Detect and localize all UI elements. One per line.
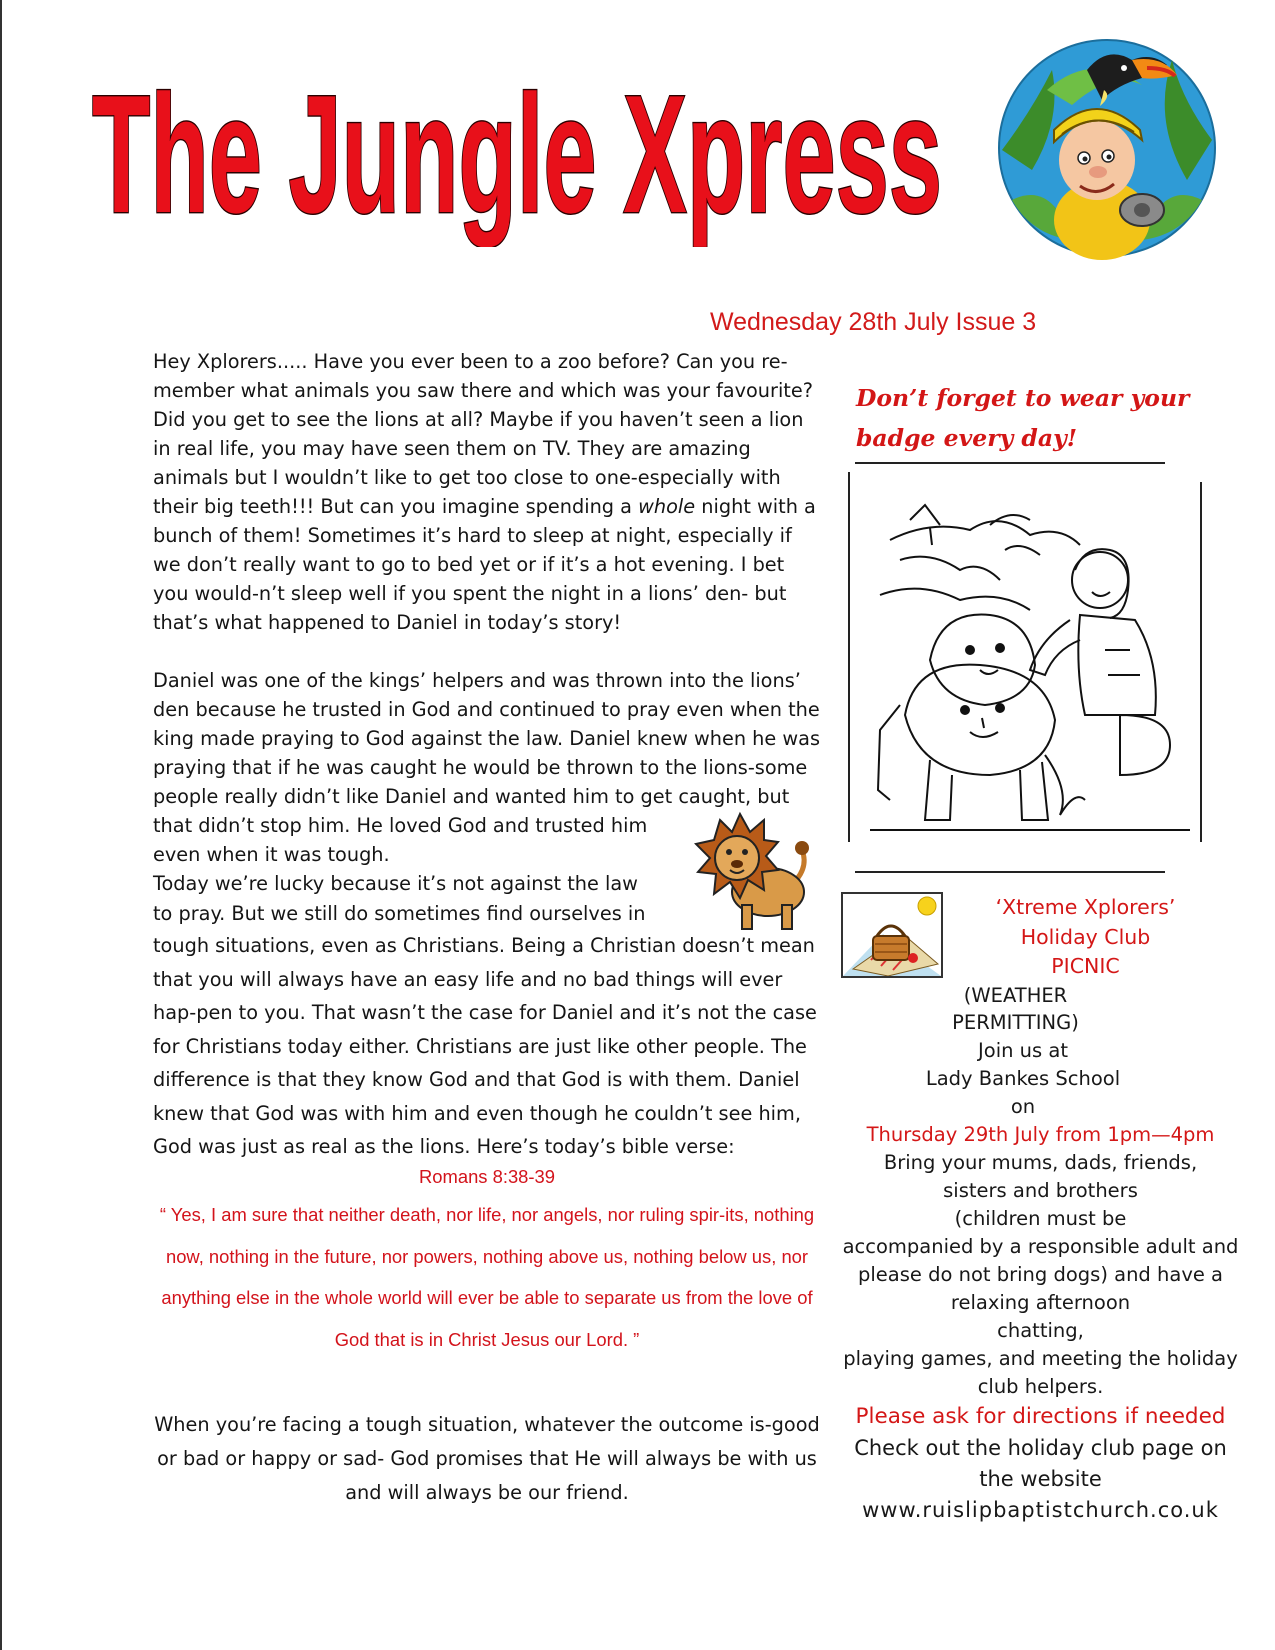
- bring-line-1: Bring your mums, dads, friends,: [883, 1150, 1198, 1174]
- frame-left: [848, 472, 850, 842]
- picnic-heading: PICNIC: [1051, 954, 1120, 978]
- bring-line-3: (children must be: [954, 1206, 1127, 1230]
- badge-reminder: Don’t forget to wear your badge every day!: [856, 384, 1190, 452]
- bring-line-9: club helpers.: [977, 1374, 1104, 1398]
- directions-note: Please ask for directions if needed: [855, 1403, 1226, 1429]
- picnic-date: Thursday 29th July from 1pm—4pm: [866, 1122, 1215, 1146]
- holiday-club-picnic-notice: [838, 893, 1243, 1526]
- club-subtitle: Holiday Club: [1020, 924, 1151, 949]
- issue-date-line: Wednesday 28th July Issue 3: [710, 308, 1037, 336]
- venue-text: Lady Bankes School: [925, 1066, 1121, 1090]
- daniel-lions-coloring-picture: [870, 500, 1190, 840]
- story-p3-start: Today we’re lucky because it’s not against the law to pray. But we still do sometimes find ourselves in: [153, 872, 646, 925]
- masthead-title: The Jungle Xpress: [92, 60, 942, 247]
- bring-line-6: relaxing afternoon: [950, 1290, 1131, 1314]
- explorer-logo: [992, 30, 1222, 260]
- story-p2-text: Daniel was one of the kings’ helpers and was thrown into the lions’ den because he trusted in God and continued to pray even when the king made praying to God against the law. Daniel knew when he was praying that if he was caught he would be thrown to the lions-some people really didn’t like Daniel and wanted him to get caught, but: [153, 669, 821, 808]
- page-left-border: [0, 0, 2, 1650]
- frame-right: [1200, 482, 1202, 842]
- website-link[interactable]: www.ruislipbaptistchurch.co.uk: [862, 1497, 1219, 1522]
- story-paragraph-1: [153, 347, 821, 637]
- verse-reference: Romans 8:38-39: [419, 1166, 555, 1187]
- bring-line-7: chatting,: [997, 1318, 1084, 1342]
- divider-bottom: [855, 871, 1165, 873]
- bible-verse: [153, 1166, 821, 1360]
- verse-text: “ Yes, I am sure that neither death, nor life, nor angels, nor ruling spir-its, nothing now, nothing in the future, nor powers, nothing above us, nothing below us, nor anything else in the whole world will ever be able to separate us from the love of God that is in Christ Jesus our Lord. ”: [159, 1204, 815, 1350]
- join-text: Join us at: [978, 1038, 1068, 1062]
- weather-note-2: PERMITTING): [952, 1011, 1079, 1034]
- divider-top: [855, 462, 1165, 464]
- bring-line-5: please do not bring dogs) and have a: [857, 1262, 1223, 1286]
- story-p1-text: Hey Xplorers..... Have you ever been to a zoo before? Can you re-member what animals you saw there and which was your favourite? Did you get to see the lions at all? Maybe if you haven’t seen a lion in real life, you may have seen them on TV. They are amazing animals but I wouldn’t like to get too close to one-especially with their big teeth!!! But can you imagine spending a: [153, 350, 813, 518]
- on-text: on: [1010, 1094, 1036, 1118]
- masthead-title-art: [88, 12, 948, 247]
- bring-line-8: playing games, and meeting the holiday: [843, 1346, 1238, 1370]
- story-p1-rest: night with a bunch of them! Sometimes it’s hard to sleep at night, especially if we don’t really want to go to bed yet or if it’s a hot evening. I bet you would-n’t sleep well if you spent the night in a lions’ den- but that’s what happened to Daniel in today’s story!: [153, 495, 816, 634]
- story-p2-end: that didn’t stop him. He loved God and trusted him even when it was tough.: [153, 814, 648, 866]
- closing-paragraph: When you’re facing a tough situation, whatever the outcome is-good or bad or happy or sad- God promises that He will always be with us and will always be our friend.: [154, 1413, 820, 1504]
- main-story: [153, 347, 821, 1164]
- website-note-2: the website: [979, 1466, 1102, 1491]
- bring-line-4: accompanied by a responsible adult and: [842, 1234, 1239, 1258]
- masthead: [88, 12, 948, 247]
- story-p3-rest: tough situations, even as Christians. Being a Christian doesn’t mean that you will always have an easy life and no bad things will ever hap-pen to you. That wasn’t the case for Daniel and it’s not the case for Christians today either. Christians are just like other people. The difference is that they know God and that God is with them. Daniel knew that God was with him and even though he couldn’t see him, God was just as real as the lions. Here’s today’s bible verse:: [153, 934, 817, 1158]
- story-emphasis: whole: [638, 495, 696, 518]
- bring-line-2: sisters and brothers: [943, 1178, 1138, 1202]
- club-name: ‘Xtreme Xplorers’: [995, 895, 1176, 919]
- cartoon-lion-icon: [670, 810, 820, 935]
- website-note-1: Check out the holiday club page on: [854, 1435, 1227, 1460]
- weather-note-1: (WEATHER: [963, 983, 1068, 1007]
